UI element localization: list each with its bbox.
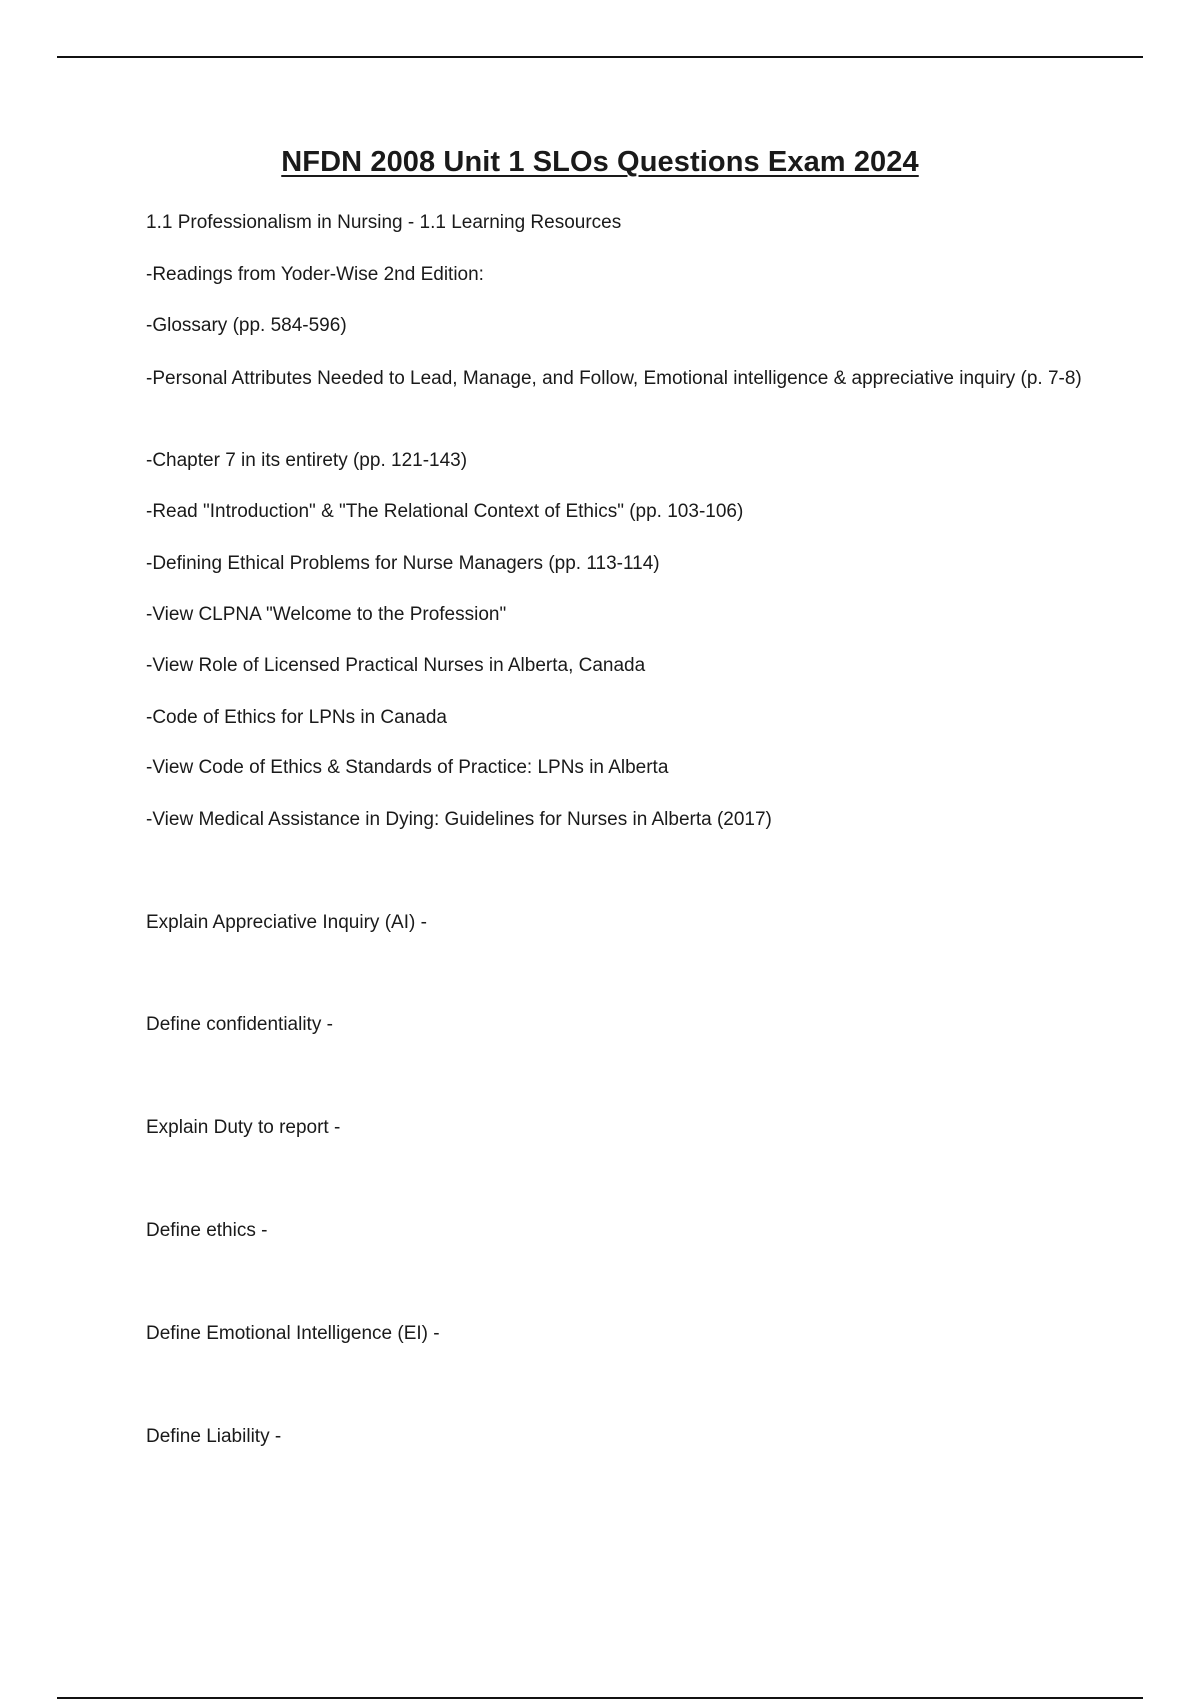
resource-item: -Code of Ethics for LPNs in Canada (146, 707, 447, 728)
resource-item: -Read "Introduction" & "The Relational Context of Ethics" (pp. 103-106) (146, 501, 744, 522)
section-heading: 1.1 Professionalism in Nursing - 1.1 Learning Resources (146, 212, 622, 233)
resource-item: -View CLPNA "Welcome to the Profession" (146, 604, 507, 625)
resource-item: -View Code of Ethics & Standards of Practice: LPNs in Alberta (146, 757, 669, 778)
question-item: Define Liability - (146, 1426, 282, 1447)
question-item: Explain Appreciative Inquiry (AI) - (146, 912, 427, 933)
document-title: NFDN 2008 Unit 1 SLOs Questions Exam 2024 (281, 146, 919, 178)
bottom-rule (57, 1697, 1143, 1699)
resource-item: -View Medical Assistance in Dying: Guidelines for Nurses in Alberta (2017) (146, 809, 772, 830)
resource-item: -Glossary (pp. 584-596) (146, 315, 347, 336)
question-item: Define Emotional Intelligence (EI) - (146, 1323, 440, 1344)
question-item: Explain Duty to report - (146, 1117, 341, 1138)
resource-item: -View Role of Licensed Practical Nurses in Alberta, Canada (146, 655, 646, 676)
resource-item: -Readings from Yoder-Wise 2nd Edition: (146, 264, 484, 285)
resource-item: -Chapter 7 in its entirety (pp. 121-143) (146, 450, 468, 471)
top-rule (57, 56, 1143, 58)
question-item: Define ethics - (146, 1220, 268, 1241)
resource-item: -Defining Ethical Problems for Nurse Managers (pp. 113-114) (146, 553, 660, 574)
resource-item: -Personal Attributes Needed to Lead, Manage, and Follow, Emotional intelligence & appreciative inquiry (p. 7-8) (146, 368, 1082, 389)
question-item: Define confidentiality - (146, 1014, 333, 1035)
